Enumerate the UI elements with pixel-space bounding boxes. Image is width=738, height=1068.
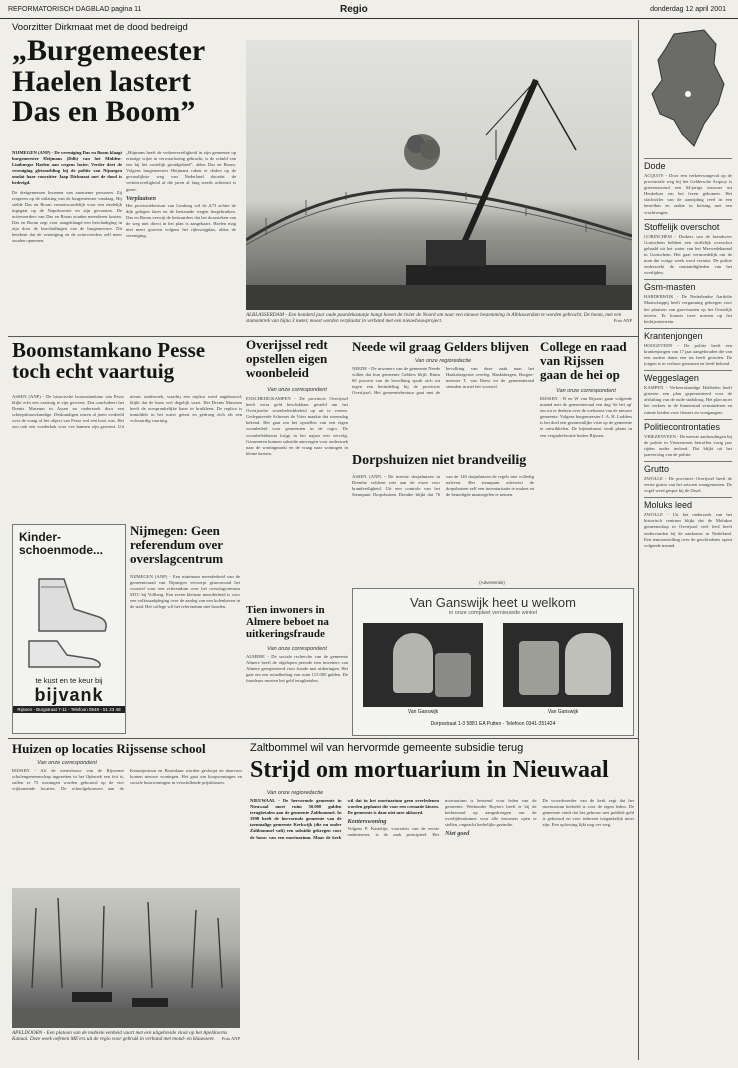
photo2-credit: Foto ANP	[221, 1036, 240, 1042]
story10-headline: Strijd om mortuarium in Nieuwaal	[250, 757, 609, 783]
kinder-shoe-ad[interactable]	[12, 524, 126, 734]
ad1-address: Rijssen - Burgstraat 7-11 - Telefoon 0548 - 51 23 48	[13, 706, 125, 713]
story10-lead: NIEUWAAL - De hervormde gemeente in Nieuwaal moet ruim 50.000 gulden terugbetalen aan de gemeente Zaltbommel. In 1998 heeft de hervormde gemeente van de toenmalige gemeente Kerkwijk (die nu onder Zaltbommel valt) een subsidie gekregen voor de bouw van een mortuarium. Maar de kerk wil dat in het mortuarium geen overledenen worden geplaatst die voor een crematie kiezen. De gemeente is daar niet mee akkoord.	[250, 798, 439, 840]
divider	[8, 738, 638, 739]
issue-date: donderdag 12 april 2001	[650, 6, 726, 13]
sidebar-text-0: ACQUOY - Door een verkeersongeval op de provinciale weg bij het Geldersche Acquoy is gisterenavond een 64-jarige inwoner uit Heukelum om het leven gekomen. Het slachtoffer van de aanrijding reed in een bestelbus en raakte in botsing met een vrachtwagen.	[644, 173, 732, 215]
ad2-title: Van Ganswijk heet u welkom	[410, 595, 576, 610]
section-title: Regio	[340, 4, 368, 15]
ad2-brand-left: Van Ganswijk	[407, 709, 439, 715]
paper-name: REFORMATORISCH DAGBLAD pagina 11	[8, 6, 142, 13]
story9-byline: Van onze correspondent	[37, 760, 97, 766]
photo2-caption: APELDOORN - Een platoon van de mobiele eenheid vaart met een uitgebreide vloot op het Apeldoorns Kanaal. Deze week oefenen ME'ers uit de regio voor gebruik in verband met mond- en klauwzeer.	[12, 1030, 228, 1043]
story3-headline: Overijssel redt opstellen eigen woonbeleid	[246, 337, 328, 380]
photo1-caption-block	[246, 312, 632, 332]
story1-kicker: Voorzitter Dirkmaat met de dood bedreigd	[12, 22, 188, 33]
story5-headline: Tien inwoners in Almere beboet na uitkeringsfraude	[246, 604, 329, 640]
story1-lead: NIJMEGEN (ANP) - De vereniging Das en Boom klaagt burgemeester Heijmans (Ddb) van het Midden-Limburgse Haelen aan wegens laster. Verder doet de vereniging gletsmelding bij de politie van Nijmegen omdat haar voorzitter Jaap Dirkmaat met de dood is bedreigd.	[12, 150, 122, 186]
canal-photo	[12, 888, 240, 1028]
story1-body1: De dreigementen kwamen van anonieme personen. Zij reageren op de uitlating van de burgemeester vandaag. Hij stelde Das en Boom verantwoordelijk voor een eindelijk ingegaat op de Napokwestie en zijn gevaarten. De actievoerders van Das en Boom zouden meerderen kosten. Das en Boom zegt voor aangeklaagd een beschadiging in zijn door de buschaffingen van de burgemeester. Dit betekent dat de vereniging en de actievoerders zelf meer zouden opnemen.	[12, 189, 122, 244]
story8-headline: College en raad van Rijssen gaan de hei op	[540, 339, 627, 382]
story3-body: ENSCHEDE/KAMPEN - De provincie Overijssel heeft extra geld beschikbaar gesteld om het Overijsselse woonbeleidsbeleid op uit te voeren. Gedeputeerde Schreurs de Vries maakte dat woensdag bekend. Het gaat om het opstellen van een eigen woonbeleid voor gemeenten in de regio. De woonbeleidsnota krijgt in het najaar een vervolg. Gemeenten kunnen subsidie aanvragen voor onderzoek naar de woningmarkt en de vraag naar woningen in kleine kernen.	[246, 396, 348, 456]
sidebar-rule	[638, 20, 639, 1060]
sidebar-text-2: HARDERWIJK - De Nederlandse Aardolie Maatschappij heeft vergunning gekregen voor het plaatsen van gsm-masten op het Oostelijk terrein. Er komen twee masten op het bedrijventerrein.	[644, 294, 732, 324]
sidebar-news	[644, 158, 732, 1062]
sidebar-text-7: ZWOLLE - Uit het onderzoek van het historisch centrum blijkt dat de Molukse gemeenschap in Overijssel veel leed heeft ondervonden bij de aankomst in Nederland. Een tentoonstelling over de geschiedenis opent volgende maand.	[644, 512, 732, 548]
ad2-photo-right	[503, 623, 623, 707]
story8-body: RIJSSEN - B en W van Rijssen gaan volgende maand met de gemeenteraad een dag 'de hei op' om tot te denken over de toekomst van de nieuwe gemeente. Volgens burgemeester J. A. H. Lodders is het doel een gezamenlijke visie op de gemeente te ontwikkelen. De bijeenkomst vindt plaats in een vergaderlocatie buiten Rijssen.	[540, 396, 632, 438]
ad2-brand-right: Van Ganswijk	[547, 709, 579, 715]
story10-subhead2: Niet goed	[445, 830, 470, 838]
story2-body: ASSEN (ANP) - De historische boomstamkano van Pesse blijkt echt een vaartuig te zijn geweest. Dat concludeert het Drents Museum in Assen na onderzoek door een scheepsbouwkundige. Deskundigen waren al jaren verdeeld over de vraag of het object van Pesse wel een boot was. Het zou ook een voederbak voor vee kunnen zijn geweest. Uit nieuw onderzoek, waarbij een replica werd nagebouwd, blijkt dat de kano wel degelijk vaart. Het Drents Museum heeft de oorspronkelijke kano in bruikleen. De replica is inmiddels in het water getest en gedroeg zich als een volwaardig vaartuig.	[12, 394, 242, 430]
ad1-slogan: te kust en te keur bij	[35, 676, 103, 685]
ad1-title: Kinder-schoenmode...	[19, 530, 104, 557]
story10-kicker: Zaltbommel wil van hervormde gemeente subsidie terug	[250, 742, 524, 754]
sidebar-text-3: HOOGEVEEN - De politie heeft een krantenjongen van 17 jaar aangehouden die van een oudere dame een tas heeft gestolen. De jongen is in verhoor genomen en heeft bekend.	[644, 342, 732, 367]
sidebar-title-6: Grutto	[644, 461, 732, 476]
page-header	[0, 0, 738, 19]
sidebar-title-5: Politiecontrontaties	[644, 419, 732, 434]
ad2-subtitle: in onze compleet vernieuwde winkel	[448, 610, 538, 616]
shoe-icon	[19, 559, 119, 669]
sidebar-text-6: ZWOLLE - De provincie Overijssel heeft de eerste grutto van het seizoen waargenomen. De vogel werd gespot bij de IJssel.	[644, 476, 732, 494]
story6-body: NEEDE - De inwoners van de gemeente Neede willen dat hun gemeente Gelders blijft. Ruim 60 procent van de bevolking sprak zich uit tegen een herindeling bij de provincie Overijssel. Het gemeentebestuur gaat met de bevolking van deze zaak naar het Haaksbergense overleg. Haaksbergen, Borgen-meester T. van Beest en de gemeenteraad stemden in met het voorstel.	[352, 366, 534, 396]
sidebar-title-0: Dode	[644, 158, 732, 173]
sidebar-title-4: Weggeslagen	[644, 370, 732, 385]
story5-byline: Van onze correspondent	[267, 646, 327, 652]
sidebar-text-5: VRIEZENVEEN - De meeste aanhoudingen bij de politie in Vriezenveen betroffen vorig jaar rijden onder invloed. Dat blijkt uit het jaarverslag van de politie.	[644, 433, 732, 457]
story10-body3: De woordvoerder van de kerk zegt dat het mortuarium bedoeld is voor de eigen leden. De gemeente vindt dat het gebouw met publiek geld is gebouwd en voor iedereen toegankelijk moet zijn. Een oplossing lijkt nog ver weg.	[542, 798, 634, 828]
story10-body2: Volgens P. Kastelijn, voorzitter van de eerste ondernemer, is de zaak principieel. Het mortuarium is bestemd voor leden van de gemeente. Wethouder Ruyters heeft er bij de kerkenraad op aangedrongen om de overlijdenskamer voor alle inwoners open te stellen, ongeacht kerkelijke gezindte.	[347, 798, 537, 838]
story9-headline: Huizen op locaties Rijssense school	[12, 741, 206, 756]
story6-byline: Van onze regioredactie	[414, 358, 472, 364]
photo2-caption-block	[12, 1030, 240, 1062]
story9-body: RIJSSEN - Als de nieuwbouw van de Rijssense scholengemeenschap ingezetten in het Opbroek een feit is, zullen er 75 woningen worden gebouwd op de vier vrijkomende locaties. De schoolgebouwen aan de Kastanjestraat en Boomlaan worden gesloopt en daarvoor komen nieuwe woningen. Het gaat om koopwoningen en sociale huurwoningen in verschillende prijsklassen.	[12, 768, 242, 792]
sidebar-title-2: Gsm-masten	[644, 279, 732, 294]
story7-headline: Dorpshuizen niet brandveilig	[352, 453, 527, 468]
story2-headline: Boomstamkano Pesse toch echt vaartuig	[12, 338, 206, 384]
story10-body	[250, 798, 634, 1060]
story10-byline: Van onze regioredactie	[266, 790, 324, 796]
story1-col1	[12, 150, 122, 330]
van-ganswijk-ad[interactable]	[352, 588, 634, 736]
story1-col2	[126, 150, 236, 330]
ad2-photo-left	[363, 623, 483, 707]
story3-byline: Van onze correspondent	[267, 387, 327, 393]
ad2-label: (Advertentie)	[479, 580, 505, 585]
crane-photo	[246, 40, 632, 310]
photo1-caption: ALBLASSERDAM - Een honderd jaar oude paardekastanje hangt boven de rivier de Noord om naar een nieuwe bestemming in Alblasserdam te worden gebracht. De boom, met een stamomtrek van bijna 3 meter, moest worden verplaatst in verband met een nieuwbouwproject.	[246, 312, 622, 325]
story4-body: NIJMEGEN (ANP) - Een minimum meerderheid van de gemeenteraad van Nijmegen verwerpt gisteravond het voorstel voor een referendum over het overslagcentrum MTC bij Vollberg. Een zeven kleinste meerderheid is voor een volksraadpleging over de aanleg van een kolenhaven in de stad. Het college wil het referendum niet houden.	[130, 574, 240, 610]
story5-body: ALMERE - De sociale recherche van de gemeente Almere heeft de afgelopen periode tien inwoners van Almere geregistreerd voor fraude met uitkeringen. Het gaat om een totaalbedrag van ruim 115.000 gulden. De fraudeurs moeten het geld terugbetalen.	[246, 654, 348, 684]
story8-byline: Van onze correspondent	[556, 388, 616, 394]
story1-headline: „Burgemeester Haelen lastert Das en Boom”	[12, 34, 205, 129]
ad2-address: Dorpsstraat 1-3 5881 EA Putten - Telefoon 0341-351424	[430, 721, 556, 727]
sidebar-title-1: Stoffelijk overschot	[644, 219, 732, 234]
photo1-credit: Foto ANP	[613, 318, 632, 324]
netherlands-map	[644, 24, 732, 154]
story1-body2: „Hiijmans heeft de verkeersveiligheid in zijn gemeente op ernstige wijze in verwaarlozing gebracht, is de schuld van een bij het oostelijk grondgebied”, aldus Das en Boom. Volgens burgemeester Heijmans raken er doden op de gevaarlijkste weg van Nederland doordat de verkeersveiligheid al die jaren al lang steeds achteruit is gezet.	[126, 150, 236, 192]
sidebar-text-1: GORINCHEM - Duikers van de brandweer Gorinchem hebben een stoffelijk overschot gehaald uit het water van het Merwedekanaal in Gorinchem. Het gaat vermoedelijk om de man die vorige week werd vermist. De politie onderzoekt de omstandigheden van het overlijden.	[644, 233, 732, 276]
story6-headline: Neede wil graag Gelders blijven	[352, 339, 529, 354]
sidebar-text-4: KAMPEN - Verkeerskundige Hobbelen heeft gisteren een plan gepresenteerd voor de afsluiting van de oude stadsbrug. Het plan moet het verkeer in de binnenstad verminderen en ruimte bieden voor fietsers en voetgangers.	[644, 385, 732, 415]
story1-subhead: Verplaatsen	[126, 194, 156, 202]
story10-subhead: Konterswoning	[347, 818, 387, 826]
ad1-brand: bijvank	[34, 685, 104, 705]
story1-body3: Het provinciebestuur van Limburg wil de A73 achter de dijk gelegen laten en de bestaande wegen hergebruiken. Das en Boom verwijt de bestuurders dat het doorsteken van de weg niet direct in het plan is aangekaart. Haelen mag niet meer groeien volgens het rijkswegplan, aldus de vereniging.	[126, 202, 236, 239]
sidebar-title-7: Moluks leed	[644, 497, 732, 512]
sidebar-title-3: Krantenjongen	[644, 328, 732, 343]
story7-body: ASSEN (ANP) - De meeste dorpshuizen in Drenthe voldoen niet aan de eisen voor brandveiligheid. Uit een controle van het Steunpunt Dorpshuizen Drenthe blijkt dat 76 van de 140 dorpshuizen de regels niet volledig naleven. Het steunpunt adviseert de dorpshuizen zelf een inventarisatie te maken en de benodigde maatregelen te nemen.	[352, 474, 534, 498]
story4-headline: Nijmegen: Geen referendum over overslagcentrum	[130, 523, 224, 566]
